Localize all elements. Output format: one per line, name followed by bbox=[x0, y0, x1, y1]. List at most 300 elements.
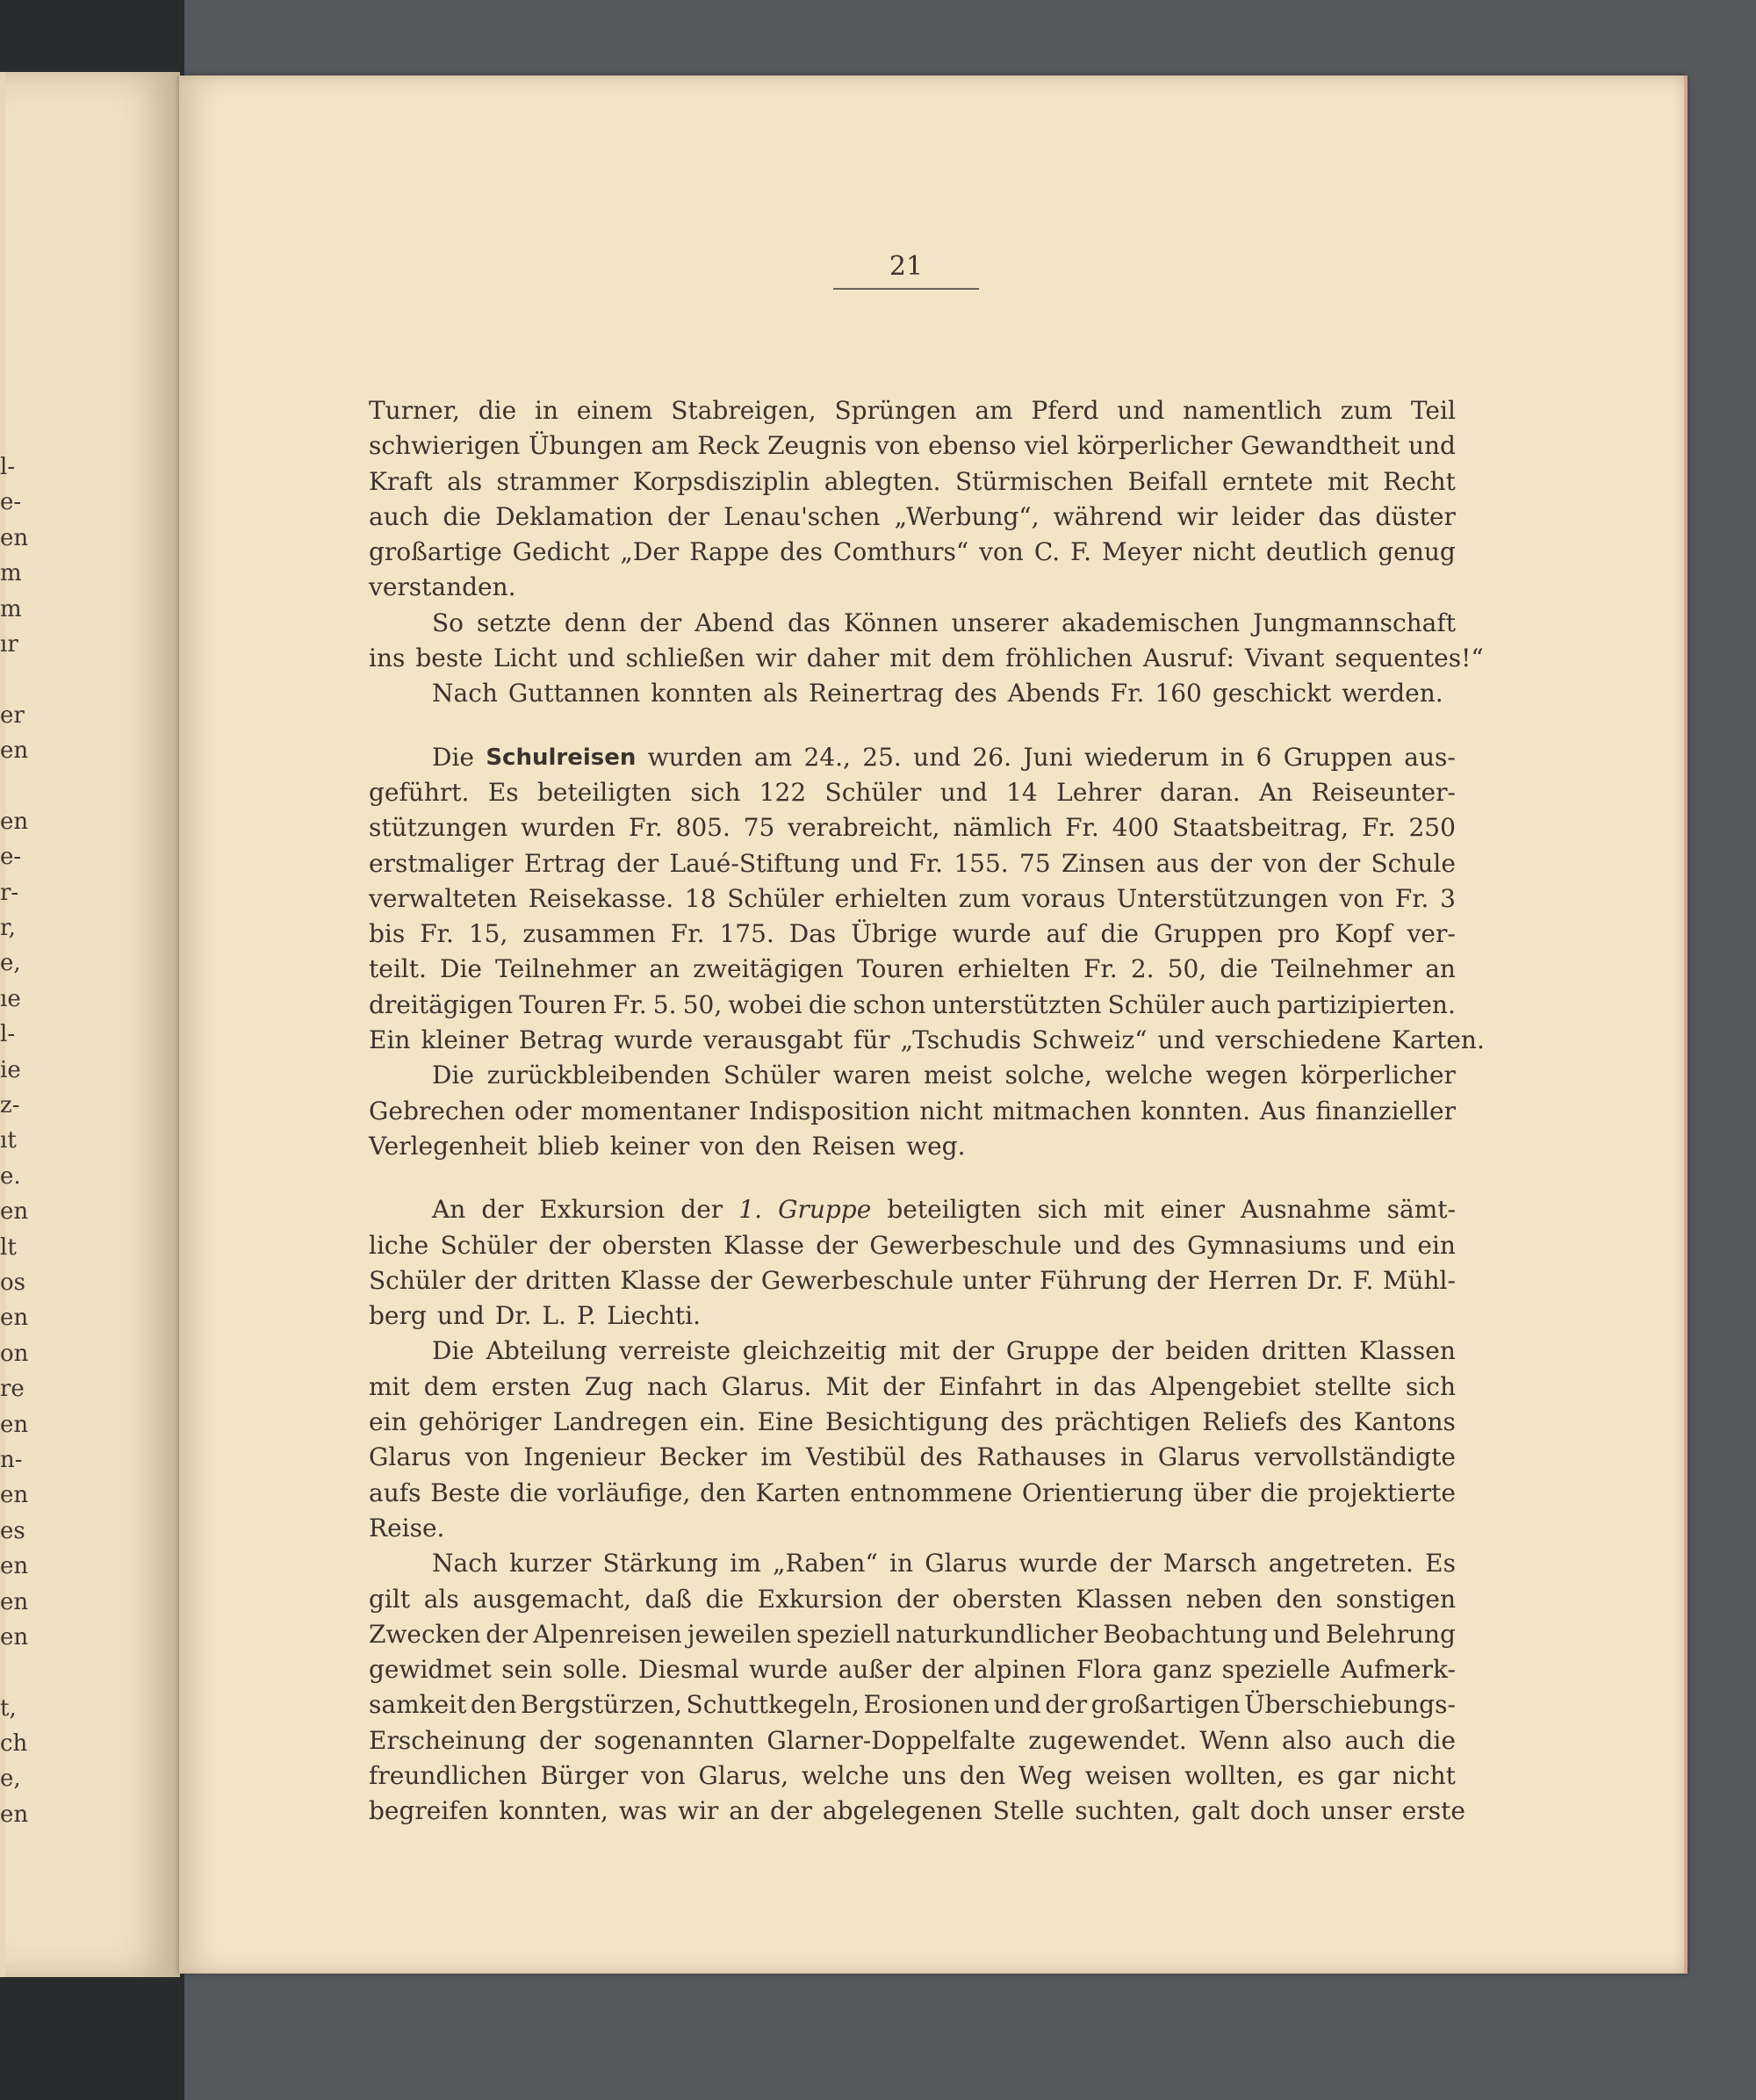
word: Wenn bbox=[1199, 1725, 1270, 1755]
word: Die bbox=[432, 1061, 474, 1090]
word: Beobachtung bbox=[1103, 1619, 1268, 1649]
word: von bbox=[874, 431, 920, 461]
word: 25. bbox=[862, 742, 902, 772]
word: während bbox=[1053, 501, 1163, 531]
word: der bbox=[1111, 1336, 1154, 1366]
word: Staatsbeitrag, bbox=[1172, 813, 1349, 843]
word: Fr. bbox=[670, 919, 705, 949]
word: Schüler bbox=[369, 1265, 465, 1295]
word: dritten bbox=[525, 1265, 611, 1295]
word: wurde bbox=[614, 1025, 694, 1055]
left-fragment-line: ie bbox=[0, 1056, 21, 1083]
word: abgelegenen bbox=[822, 1796, 982, 1826]
word: konnten. bbox=[1141, 1096, 1251, 1126]
word: Stabreigen, bbox=[671, 396, 817, 425]
word: am bbox=[651, 431, 689, 461]
word: Dr. bbox=[1306, 1265, 1344, 1295]
word: „Tschudis bbox=[900, 1025, 1022, 1055]
word: wurden bbox=[647, 742, 743, 772]
word: aus bbox=[1155, 848, 1199, 878]
word: der bbox=[486, 1619, 529, 1649]
word: Besichtigung bbox=[824, 1407, 990, 1437]
text-line bbox=[369, 740, 1456, 775]
left-fragment-line: l- bbox=[0, 1021, 16, 1048]
word: mit bbox=[1103, 1195, 1145, 1225]
page-number: 21 bbox=[889, 251, 924, 282]
word: und bbox=[1117, 396, 1165, 425]
text-line bbox=[369, 428, 1456, 464]
word: Fr. bbox=[628, 813, 663, 843]
word: Schüler bbox=[824, 777, 922, 807]
word: Fr. bbox=[1065, 813, 1099, 843]
word: Licht bbox=[493, 644, 558, 673]
word: obersten bbox=[952, 1584, 1062, 1614]
word: in bbox=[1055, 1371, 1080, 1401]
word: naturkundlicher bbox=[896, 1619, 1098, 1649]
word: setzte bbox=[477, 608, 551, 637]
word: obersten bbox=[601, 1230, 712, 1260]
word: Touren bbox=[519, 989, 607, 1019]
left-fragment-line: l- bbox=[0, 454, 16, 480]
word: Rathauses bbox=[976, 1442, 1107, 1472]
text-line bbox=[369, 535, 1456, 570]
word: Deklamation bbox=[495, 501, 654, 531]
left-fragment-line bbox=[0, 769, 35, 804]
word: in bbox=[889, 1549, 914, 1579]
word: Übrige bbox=[851, 919, 938, 949]
text-line bbox=[369, 1652, 1456, 1687]
word: verschiedene bbox=[1215, 1025, 1382, 1055]
word: prächtigen bbox=[1054, 1407, 1191, 1437]
text-line bbox=[369, 881, 1456, 917]
word: Mit bbox=[825, 1371, 869, 1401]
word: 5. bbox=[652, 989, 677, 1019]
word: solche, bbox=[1004, 1061, 1092, 1090]
word: Gewerbeschule bbox=[760, 1265, 954, 1295]
word: sämt- bbox=[1386, 1195, 1456, 1225]
word: wurde bbox=[1018, 1549, 1098, 1579]
page-header bbox=[831, 251, 981, 290]
word: denn bbox=[564, 608, 627, 637]
left-fragment-line: n- bbox=[0, 1446, 23, 1473]
word: Betrag bbox=[518, 1025, 604, 1055]
word: leider bbox=[1231, 501, 1305, 531]
word: alpinen bbox=[974, 1655, 1067, 1685]
left-fragment-line: re bbox=[0, 1376, 25, 1403]
word: Gymnasiums bbox=[1187, 1230, 1347, 1260]
word: Gruppen bbox=[1153, 919, 1263, 949]
word: der bbox=[896, 1584, 939, 1614]
word: zugewendet. bbox=[1028, 1725, 1187, 1755]
word: ganz bbox=[1152, 1655, 1213, 1685]
word: der bbox=[680, 1195, 723, 1225]
word: von bbox=[700, 1131, 745, 1161]
text-line bbox=[369, 1546, 1456, 1581]
word: sogenannten bbox=[594, 1725, 754, 1755]
word: Diesmal bbox=[638, 1655, 739, 1685]
word: wir bbox=[755, 644, 796, 673]
word: Abteilung bbox=[486, 1336, 608, 1366]
word: 14 bbox=[1006, 777, 1038, 807]
text-line bbox=[369, 1476, 1456, 1511]
word: Juni bbox=[1023, 742, 1073, 772]
word: der bbox=[709, 1265, 752, 1295]
text-line bbox=[369, 1129, 1456, 1164]
word: und bbox=[851, 848, 899, 878]
word: Stelle bbox=[992, 1796, 1065, 1826]
word: Fr. bbox=[1361, 813, 1396, 843]
text-line bbox=[369, 606, 1456, 641]
word: konnten bbox=[651, 679, 752, 708]
word: Nach bbox=[432, 679, 498, 708]
left-fragment-line: m bbox=[0, 595, 22, 622]
body-text bbox=[369, 393, 1485, 1830]
word: mit bbox=[369, 1371, 410, 1401]
word: Schuttkegeln, bbox=[686, 1690, 860, 1720]
text-line bbox=[369, 810, 1456, 845]
word: sonstigen bbox=[1335, 1584, 1456, 1614]
word: nämlich bbox=[953, 813, 1053, 843]
left-fragment-line: ıt bbox=[0, 1127, 17, 1154]
word: finanzieller bbox=[1315, 1096, 1456, 1126]
word: Teilnehmer bbox=[495, 954, 637, 984]
left-fragment-line: en bbox=[0, 1198, 29, 1226]
word: Belehrung bbox=[1325, 1619, 1456, 1649]
word: gar bbox=[1337, 1760, 1380, 1790]
word: „Der bbox=[620, 537, 680, 567]
word: mitmachen bbox=[992, 1096, 1132, 1126]
word: So bbox=[432, 608, 464, 637]
word: am bbox=[975, 396, 1013, 425]
word: begreifen bbox=[369, 1796, 489, 1826]
word: Die bbox=[432, 1336, 474, 1366]
word: und bbox=[939, 777, 988, 807]
word: der bbox=[1318, 848, 1361, 878]
word: Guttannen bbox=[507, 679, 641, 708]
word: Dr. bbox=[494, 1301, 532, 1331]
word: Die bbox=[432, 742, 474, 772]
paragraph-gap bbox=[369, 712, 1456, 740]
word: von bbox=[640, 1760, 686, 1790]
left-fragment-line: en bbox=[0, 1623, 29, 1651]
word: Reck bbox=[697, 431, 759, 461]
paragraph bbox=[369, 1546, 1465, 1829]
word: von bbox=[1263, 848, 1307, 878]
word: meist bbox=[924, 1061, 992, 1090]
word: Glarus bbox=[1157, 1442, 1241, 1472]
left-fragment-line: en bbox=[0, 1553, 29, 1580]
word: erstmaliger bbox=[369, 848, 514, 878]
word: Fr. bbox=[1083, 954, 1118, 984]
word: für bbox=[853, 1025, 890, 1055]
word: C. bbox=[1033, 537, 1061, 567]
word: der bbox=[770, 1796, 812, 1826]
word: Glarus. bbox=[721, 1371, 812, 1401]
word: auch bbox=[369, 501, 429, 531]
word: verabreicht, bbox=[788, 813, 940, 843]
text-line bbox=[369, 1440, 1456, 1475]
word: Die bbox=[440, 954, 483, 984]
word: Vestibül bbox=[805, 1442, 906, 1472]
word: sein bbox=[501, 1655, 553, 1685]
text-line bbox=[369, 1511, 1456, 1546]
word: Übungen bbox=[528, 431, 644, 461]
word: an bbox=[729, 1796, 760, 1826]
word: Gebrechen bbox=[369, 1096, 506, 1126]
word: 250 bbox=[1408, 813, 1456, 843]
paragraph bbox=[369, 676, 1456, 711]
word: im bbox=[760, 1442, 792, 1472]
word: der bbox=[952, 1336, 995, 1366]
word: auch bbox=[1344, 1725, 1405, 1755]
text-line bbox=[369, 1334, 1456, 1369]
word: wurde bbox=[749, 1655, 829, 1685]
word: einer bbox=[1160, 1195, 1225, 1225]
word: Reiseunter- bbox=[1311, 777, 1456, 807]
word: dem bbox=[423, 1371, 478, 1401]
word: der bbox=[616, 848, 659, 878]
word: des bbox=[780, 537, 823, 567]
word: sequentes!“ bbox=[1335, 644, 1484, 673]
word: Vivant bbox=[1244, 644, 1325, 673]
left-fragment-line: en bbox=[0, 1305, 29, 1332]
word: und bbox=[1358, 1230, 1407, 1260]
word: in bbox=[1119, 1442, 1144, 1472]
word: verwalteten bbox=[369, 883, 518, 913]
word: Ingenieur bbox=[523, 1442, 645, 1472]
word: vorläufige, bbox=[557, 1478, 691, 1507]
word: ins bbox=[369, 644, 406, 673]
word: der bbox=[1156, 1265, 1199, 1295]
paragraph bbox=[369, 393, 1456, 606]
word: den bbox=[959, 1760, 1006, 1790]
word: Schüler bbox=[723, 1061, 820, 1090]
word: Reisen bbox=[811, 1131, 896, 1161]
word: Becker bbox=[658, 1442, 747, 1472]
word: der bbox=[816, 1230, 859, 1260]
word: Gruppen bbox=[1283, 742, 1393, 772]
word: großartigen bbox=[1090, 1690, 1241, 1720]
left-fragment-line: z- bbox=[0, 1092, 20, 1119]
word: Fr. bbox=[420, 919, 454, 949]
text-line bbox=[369, 1370, 1456, 1405]
word: Gedicht bbox=[512, 537, 610, 567]
word: erhielten bbox=[834, 883, 948, 913]
word: stellte bbox=[1314, 1371, 1392, 1401]
word: Es bbox=[1425, 1549, 1456, 1579]
word: des bbox=[919, 1442, 963, 1472]
word: weg. bbox=[906, 1131, 966, 1161]
word: körperlicher bbox=[1076, 431, 1233, 461]
word: der bbox=[882, 1371, 925, 1401]
left-fragment-line: r, bbox=[0, 915, 16, 942]
word: zum bbox=[958, 883, 1011, 913]
word: die bbox=[1100, 919, 1139, 949]
word: an bbox=[1425, 954, 1456, 984]
word: den bbox=[470, 1690, 517, 1720]
word: und bbox=[1073, 1230, 1121, 1260]
word: und bbox=[1407, 431, 1456, 461]
word: welche bbox=[1105, 1061, 1193, 1090]
word: Turner, bbox=[369, 396, 460, 425]
word: als bbox=[447, 466, 483, 496]
word: Beifall bbox=[1127, 466, 1208, 496]
word: Zinsen bbox=[1061, 848, 1146, 878]
word: ausgemacht, bbox=[472, 1584, 632, 1614]
word: die bbox=[509, 1478, 548, 1507]
word: Gruppe bbox=[1005, 1336, 1100, 1366]
word: Aufmerk- bbox=[1340, 1655, 1456, 1685]
word: Nach bbox=[432, 1549, 498, 1579]
word: beteiligten bbox=[537, 777, 672, 807]
word: verreiste bbox=[619, 1336, 731, 1366]
word: Teilnehmer bbox=[1270, 954, 1413, 984]
text-line bbox=[369, 464, 1456, 500]
word: zurückbleibenden bbox=[486, 1061, 711, 1090]
left-fragment-line: r- bbox=[0, 879, 19, 906]
left-page-edge bbox=[0, 72, 180, 1977]
text-line bbox=[369, 952, 1456, 987]
word: die bbox=[1260, 1478, 1299, 1507]
paragraph-gap bbox=[369, 1164, 1456, 1192]
word: Mühl- bbox=[1382, 1265, 1456, 1295]
word: freundlichen bbox=[369, 1760, 528, 1790]
word: einem bbox=[576, 396, 653, 425]
word: erhielten bbox=[957, 954, 1070, 984]
word: konnten, bbox=[499, 1796, 608, 1826]
word: der bbox=[481, 1195, 524, 1225]
text-line bbox=[369, 393, 1456, 428]
word: teilt. bbox=[369, 954, 427, 984]
word: Abend bbox=[694, 608, 774, 637]
word: Erosionen bbox=[863, 1690, 990, 1720]
text-line bbox=[369, 1094, 1456, 1129]
word: Zwecken bbox=[369, 1619, 481, 1649]
word: Kantons bbox=[1353, 1407, 1456, 1437]
word: von bbox=[464, 1442, 510, 1472]
word: auch bbox=[1210, 989, 1271, 1019]
word: in bbox=[1220, 742, 1245, 772]
word: 24., bbox=[803, 742, 851, 772]
word: der bbox=[1109, 1549, 1152, 1579]
word: das bbox=[787, 608, 831, 637]
word: die bbox=[1417, 1725, 1456, 1755]
word: Es bbox=[487, 777, 519, 807]
word: Eine bbox=[757, 1407, 814, 1437]
word: der bbox=[1045, 1690, 1088, 1720]
word: projektierte bbox=[1307, 1478, 1456, 1507]
text-line bbox=[369, 1794, 1465, 1829]
word: von bbox=[1339, 883, 1385, 913]
word: Zeugnis bbox=[767, 431, 867, 461]
word: 18 bbox=[684, 883, 716, 913]
word: Reinertrag bbox=[808, 679, 944, 708]
word: in bbox=[534, 396, 558, 425]
word: den bbox=[1276, 1584, 1322, 1614]
word: Marsch bbox=[1162, 1549, 1257, 1579]
word: also bbox=[1282, 1725, 1332, 1755]
word: Das bbox=[788, 919, 837, 949]
word: den bbox=[700, 1478, 746, 1507]
word: berg bbox=[369, 1301, 427, 1331]
word: ver- bbox=[1407, 919, 1456, 949]
word: Alpenreisen bbox=[533, 1619, 682, 1649]
word: geschickt bbox=[1212, 679, 1332, 708]
word: uns bbox=[902, 1760, 946, 1790]
word: Ausnahme bbox=[1241, 1195, 1371, 1225]
word: wurde bbox=[952, 919, 1032, 949]
word: voraus bbox=[1021, 883, 1105, 913]
paragraph bbox=[369, 1334, 1456, 1546]
left-fragment-line: es bbox=[0, 1517, 25, 1544]
left-fragment-line: e, bbox=[0, 950, 21, 977]
word: gilt bbox=[369, 1584, 411, 1614]
word: als bbox=[423, 1584, 459, 1614]
word: dem bbox=[941, 644, 996, 673]
word: Gewerbeschule bbox=[869, 1230, 1062, 1260]
word: liche bbox=[369, 1230, 429, 1260]
word: Reise. bbox=[369, 1513, 445, 1543]
word: werden. bbox=[1342, 679, 1443, 708]
word: jeweilen bbox=[687, 1619, 792, 1649]
word: 75 bbox=[743, 813, 775, 843]
paragraph bbox=[369, 1058, 1456, 1164]
word: Klassen bbox=[1076, 1584, 1173, 1614]
word: die bbox=[478, 396, 517, 425]
word: am bbox=[753, 742, 793, 772]
word: das bbox=[1093, 1371, 1137, 1401]
text-line bbox=[369, 1582, 1456, 1617]
left-fragment-line: e, bbox=[0, 1766, 21, 1793]
word: der bbox=[474, 1265, 517, 1295]
word: An bbox=[1259, 777, 1293, 807]
left-fragment-line: e- bbox=[0, 844, 22, 871]
word: Stärkung bbox=[602, 1549, 718, 1579]
word: sich bbox=[1405, 1371, 1456, 1401]
word: des bbox=[1132, 1230, 1176, 1260]
word: vervollständigte bbox=[1254, 1442, 1456, 1472]
word: samkeit bbox=[369, 1690, 467, 1720]
left-fragment-line: ıe bbox=[0, 985, 21, 1012]
word: und bbox=[1272, 1619, 1321, 1649]
word: Reliefs bbox=[1202, 1407, 1288, 1437]
word: 160 bbox=[1155, 679, 1202, 708]
word: auf bbox=[1046, 919, 1086, 949]
word: wir bbox=[677, 1796, 719, 1826]
word: F. bbox=[1352, 1265, 1374, 1295]
word: den bbox=[755, 1131, 802, 1161]
word: Touren bbox=[857, 954, 945, 984]
word: Reisekasse. bbox=[528, 883, 674, 913]
word: Ausruf: bbox=[1143, 644, 1234, 673]
word: akademischen bbox=[1062, 608, 1241, 637]
word: dritten bbox=[1261, 1336, 1348, 1366]
word: zusammen bbox=[522, 919, 656, 949]
word: mit bbox=[1328, 466, 1369, 496]
word: schließen bbox=[625, 644, 745, 673]
word: der bbox=[539, 1725, 581, 1755]
left-fragment-line: m bbox=[0, 560, 22, 587]
word: Meyer bbox=[1102, 537, 1183, 567]
word: aus- bbox=[1404, 742, 1456, 772]
word: schon bbox=[853, 989, 926, 1019]
word: Ein bbox=[369, 1025, 411, 1055]
word: Schüler bbox=[1107, 989, 1205, 1019]
word: Indisposition bbox=[748, 1096, 910, 1126]
word: Glarner-Doppelfalte bbox=[766, 1725, 1016, 1755]
word: strammer bbox=[496, 466, 619, 496]
word: Recht bbox=[1383, 466, 1456, 496]
